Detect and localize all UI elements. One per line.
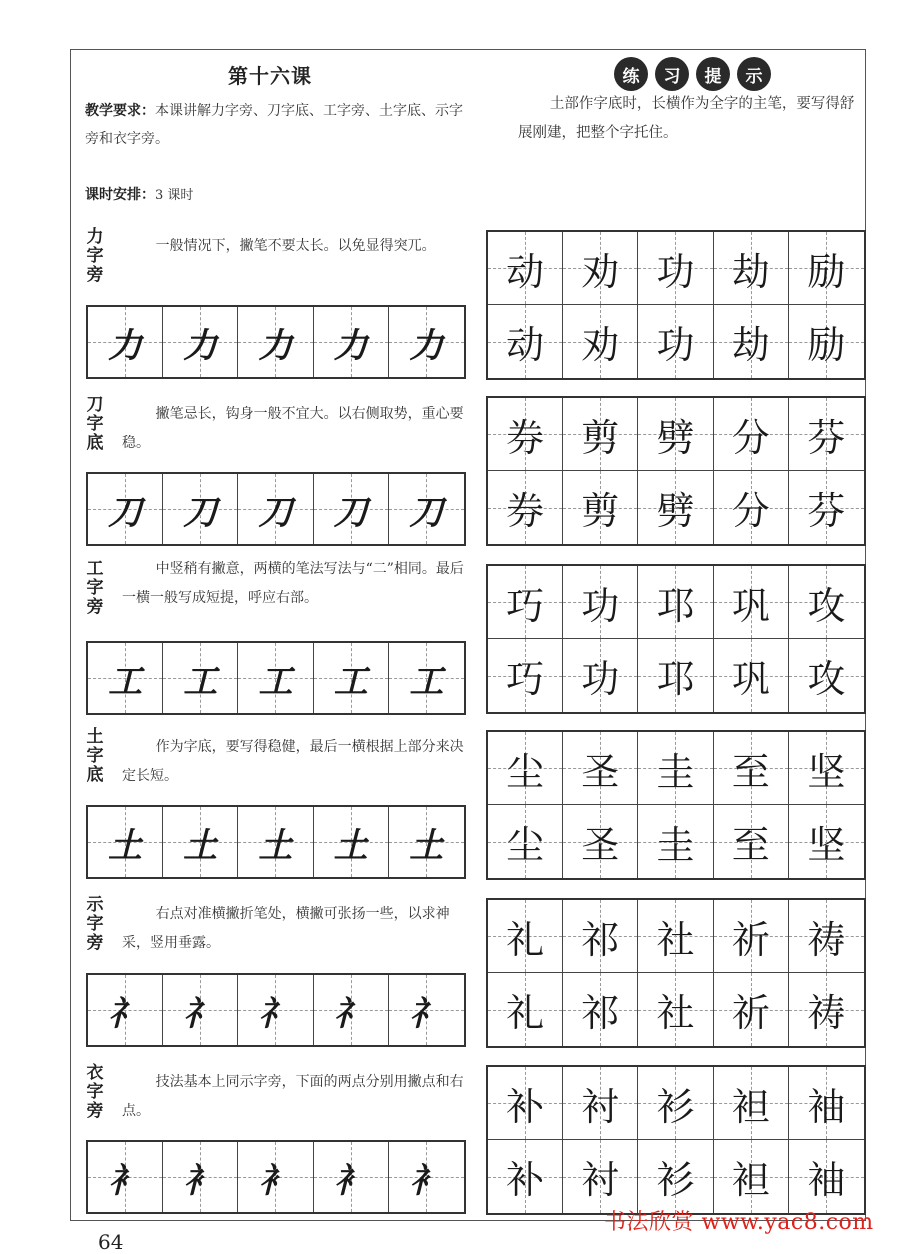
grid-cell [563,398,638,471]
example-character: 动 [506,323,545,367]
example-character: 动 [506,249,545,294]
tip-badge: 提 [696,57,730,91]
section-label [84,1064,106,1121]
example-character: 祁 [581,991,620,1035]
requirement-label: 教学要求： [85,103,155,119]
grid-cell [789,471,864,544]
grid-cell [314,643,389,713]
section-description: 撇笔忌长，钩身一般不宜大。以右侧取势，重心要稳。 [122,406,464,451]
example-character: 巩 [731,657,770,701]
grid-cell [488,732,563,805]
grid-cell [563,732,638,805]
grid-cell [163,1142,238,1212]
example-character: 巩 [731,583,770,628]
grid-cell [488,232,563,305]
grid-cell [638,900,713,973]
section-label-char: 底 [86,433,104,453]
radical-practice-grid [86,641,466,715]
example-character: 坚 [807,823,846,867]
grid-cell [563,1067,638,1140]
grid-cell [389,474,464,544]
section-label-char: 旁 [86,933,104,953]
radical-glyph: 礻 [108,993,143,1034]
grid-cell [789,805,864,878]
grid-cell [488,1067,563,1140]
grid-cell [238,975,313,1045]
grid-cell [638,566,713,639]
example-character: 功 [581,657,620,701]
section-label-char: 旁 [86,265,104,285]
example-character: 尘 [506,823,545,867]
grid-cell [238,643,313,713]
page-number: 64 [98,1230,124,1254]
radical-glyph: 力 [258,325,293,366]
section-label-char: 土 [86,727,104,747]
example-character: 祷 [807,917,846,962]
example-character: 衫 [656,1158,695,1202]
section-label-char: 字 [86,746,104,766]
grid-cell [314,474,389,544]
section-label-char: 力 [86,227,104,247]
grid-cell [88,474,163,544]
radical-glyph: 力 [409,325,444,366]
example-character: 邛 [656,583,695,628]
example-character: 祷 [807,991,846,1035]
grid-cell [789,1140,864,1213]
example-character: 功 [656,249,695,294]
grid-cell [789,305,864,378]
radical-glyph: 工 [108,661,143,702]
teaching-requirement [85,97,475,153]
grid-cell [389,807,464,877]
grid-cell [163,807,238,877]
section-label-char: 旁 [86,1101,104,1121]
grid-cell [638,232,713,305]
grid-cell [714,471,789,544]
radical-glyph: 土 [409,825,444,866]
grid-cell [789,732,864,805]
section-label-char: 字 [86,914,104,934]
radical-glyph: 礻 [409,993,444,1034]
radical-glyph: 刀 [108,492,143,533]
grid-cell [238,307,313,377]
section-description: 中竖稍有撇意，两横的笔法写法与“二”相同。最后一横一般写成短提，呼应右部。 [122,561,464,606]
grid-cell [714,900,789,973]
example-character: 衫 [656,1084,695,1129]
example-characters-grid [486,1065,866,1215]
section-label-char: 衣 [86,1063,104,1083]
grid-cell [314,807,389,877]
example-character: 攻 [807,583,846,628]
grid-cell [163,307,238,377]
example-character: 分 [731,415,770,460]
radical-glyph: 工 [333,661,368,702]
radical-practice-grid [86,472,466,546]
grid-cell [714,1067,789,1140]
example-character: 袒 [731,1084,770,1129]
radical-glyph: 衤 [183,1160,218,1201]
practice-tips-text: 土部作字底时，长横作为全字的主笔，要写得舒展刚建，把整个字托住。 [518,96,855,141]
grid-cell [714,973,789,1046]
grid-cell [714,232,789,305]
example-character: 衬 [581,1084,620,1129]
radical-glyph: 工 [258,661,293,702]
grid-cell [714,305,789,378]
example-character: 衬 [581,1158,620,1202]
example-character: 尘 [506,749,545,794]
example-character: 巧 [506,657,545,701]
example-character: 券 [506,489,545,533]
section-description: 右点对准横撇折笔处，横撇可张扬一些，以求神采，竖用垂露。 [122,906,450,951]
grid-cell [714,805,789,878]
example-character: 攻 [807,657,846,701]
example-character: 励 [807,249,846,294]
tip-badge: 习 [655,57,689,91]
radical-glyph: 衤 [409,1160,444,1201]
grid-cell [789,639,864,712]
grid-cell [488,471,563,544]
example-character: 祈 [731,917,770,962]
example-character: 社 [656,991,695,1035]
section-description: 一般情况下，撇笔不要太长。以免显得突兀。 [155,238,436,254]
grid-cell [88,975,163,1045]
section-label [84,896,106,953]
grid-cell [789,398,864,471]
grid-cell [563,639,638,712]
section-label-char: 字 [86,578,104,598]
grid-cell [88,307,163,377]
example-character: 至 [731,823,770,867]
requirement-text: 本课讲解力字旁、刀字底、工字旁、土字底、示字旁和衣字旁。 [85,103,463,147]
example-characters-grid [486,564,866,714]
grid-cell [638,639,713,712]
example-character: 圣 [581,749,620,794]
section-label-char: 示 [86,895,104,915]
grid-cell [563,805,638,878]
example-character: 芬 [807,415,846,460]
grid-cell [88,807,163,877]
example-character: 礼 [506,917,545,962]
example-character: 补 [506,1084,545,1129]
schedule [85,184,193,204]
example-character: 圭 [656,823,695,867]
grid-cell [638,1067,713,1140]
example-character: 劈 [656,415,695,460]
section-label-char: 工 [86,559,104,579]
radical-glyph: 礻 [333,993,368,1034]
grid-cell [163,975,238,1045]
section-label-char: 字 [86,246,104,266]
grid-cell [238,807,313,877]
radical-glyph: 力 [183,325,218,366]
grid-cell [488,900,563,973]
grid-cell [389,1142,464,1212]
example-character: 劝 [581,249,620,294]
radical-glyph: 力 [333,325,368,366]
radical-glyph: 礻 [258,993,293,1034]
example-character: 励 [807,323,846,367]
radical-glyph: 刀 [409,492,444,533]
tip-badge: 练 [614,57,648,91]
radical-glyph: 土 [183,825,218,866]
section-label [84,560,106,617]
example-character: 功 [581,583,620,628]
radical-practice-grid [86,305,466,379]
grid-cell [563,900,638,973]
grid-cell [789,566,864,639]
grid-cell [314,975,389,1045]
example-characters-grid [486,230,866,380]
example-character: 劫 [731,323,770,367]
example-character: 袖 [807,1084,846,1129]
example-character: 巧 [506,583,545,628]
grid-cell [314,1142,389,1212]
radical-glyph: 刀 [183,492,218,533]
grid-cell [563,305,638,378]
grid-cell [638,471,713,544]
grid-cell [563,1140,638,1213]
radical-practice-grid [86,805,466,879]
section-description: 作为字底，要写得稳健，最后一横根据上部分来决定长短。 [122,739,464,784]
example-character: 券 [506,415,545,460]
grid-cell [563,973,638,1046]
radical-glyph: 土 [108,825,143,866]
example-character: 补 [506,1158,545,1202]
example-character: 坚 [807,749,846,794]
example-characters-grid [486,730,866,880]
section-label [84,396,106,453]
example-character: 圭 [656,749,695,794]
grid-cell [638,398,713,471]
example-character: 劝 [581,323,620,367]
radical-glyph: 工 [409,661,444,702]
grid-cell [638,732,713,805]
section-label-char: 字 [86,1082,104,1102]
example-character: 剪 [581,489,620,533]
watermark: 书法欣赏 www.yac8.com [604,1210,874,1235]
example-character: 功 [656,323,695,367]
example-characters-grid [486,898,866,1048]
practice-tips-badges [614,57,771,91]
radical-glyph: 工 [183,661,218,702]
grid-cell [638,805,713,878]
radical-glyph: 土 [333,825,368,866]
schedule-text: 3 课时 [155,188,194,203]
radical-practice-grid [86,973,466,1047]
grid-cell [789,1067,864,1140]
grid-cell [638,305,713,378]
grid-cell [638,1140,713,1213]
section-description: 技法基本上同示字旁，下面的两点分别用撇点和右点。 [122,1074,464,1119]
radical-glyph: 土 [258,825,293,866]
grid-cell [314,307,389,377]
grid-cell [238,474,313,544]
grid-cell [488,566,563,639]
grid-cell [88,1142,163,1212]
example-character: 劫 [731,249,770,294]
grid-cell [488,305,563,378]
grid-cell [714,639,789,712]
radical-glyph: 刀 [333,492,368,533]
example-character: 分 [731,489,770,533]
example-character: 剪 [581,415,620,460]
grid-cell [389,975,464,1045]
radical-glyph: 刀 [258,492,293,533]
radical-practice-grid [86,1140,466,1214]
section-label-char: 字 [86,414,104,434]
grid-cell [488,639,563,712]
grid-cell [488,398,563,471]
grid-cell [238,1142,313,1212]
grid-cell [563,232,638,305]
lesson-title: 第十六课 [228,64,312,88]
grid-cell [563,566,638,639]
radical-glyph: 力 [108,325,143,366]
section-label [84,728,106,785]
grid-cell [789,232,864,305]
example-character: 劈 [656,489,695,533]
section-label-char: 刀 [86,395,104,415]
grid-cell [488,973,563,1046]
radical-glyph: 衤 [333,1160,368,1201]
example-character: 礼 [506,991,545,1035]
example-character: 社 [656,917,695,962]
schedule-label: 课时安排： [85,187,155,203]
example-characters-grid [486,396,866,546]
grid-cell [714,398,789,471]
example-character: 祁 [581,917,620,962]
grid-cell [789,900,864,973]
radical-glyph: 衤 [258,1160,293,1201]
section-label-char: 旁 [86,597,104,617]
radical-glyph: 衤 [108,1160,143,1201]
section-label [84,228,106,285]
grid-cell [488,805,563,878]
grid-cell [638,973,713,1046]
example-character: 圣 [581,823,620,867]
grid-cell [389,307,464,377]
example-character: 祈 [731,991,770,1035]
grid-cell [563,471,638,544]
grid-cell [789,973,864,1046]
grid-cell [389,643,464,713]
grid-cell [714,732,789,805]
example-character: 邛 [656,657,695,701]
example-character: 袒 [731,1158,770,1202]
section-label-char: 底 [86,765,104,785]
radical-glyph: 礻 [183,993,218,1034]
grid-cell [714,566,789,639]
grid-cell [163,643,238,713]
grid-cell [488,1140,563,1213]
example-character: 芬 [807,489,846,533]
example-character: 至 [731,749,770,794]
tip-badge: 示 [737,57,771,91]
grid-cell [88,643,163,713]
grid-cell [163,474,238,544]
grid-cell [714,1140,789,1213]
example-character: 袖 [807,1158,846,1202]
